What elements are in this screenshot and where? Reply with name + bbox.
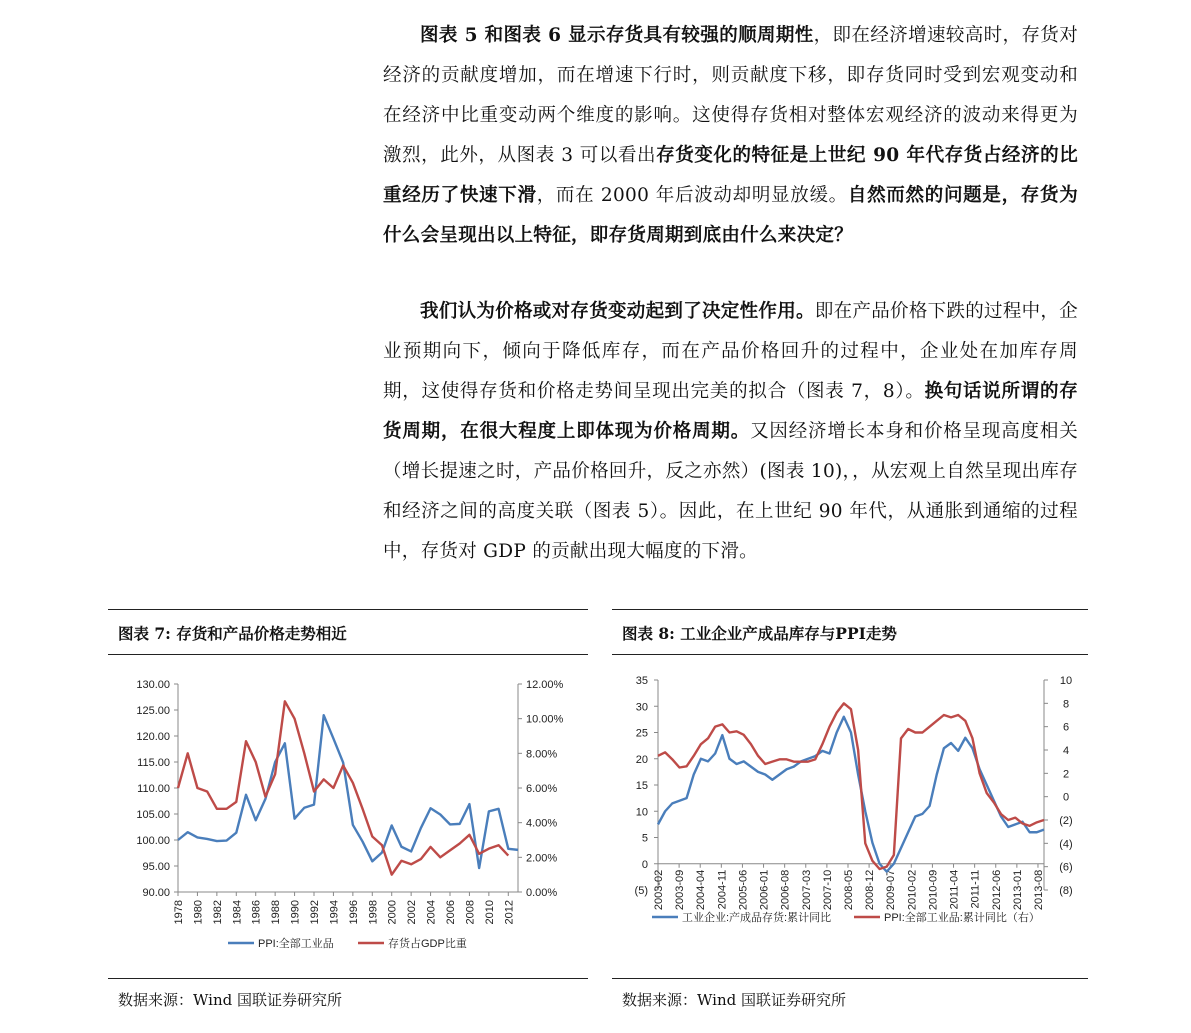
- x-tick-label: 2003-02: [653, 869, 665, 911]
- left-tick-label: 35: [635, 675, 648, 687]
- figure-7-title: 图表 7: 存货和产品价格走势相近: [118, 624, 347, 643]
- paragraph-2-text-2: 又因经济增长本身和价格呈现高度相关（增长提速之时，产品价格回升，反之亦然）(图表 10)，，从宏观上自然呈现出库存和经济之间的高度关联（图表 5）。因此，在上世纪 90 年代，从通胀到通缩的过程中，存货对 GDP 的贡献出现大幅度的下滑。: [383, 421, 1078, 562]
- x-tick-label: 2008-12: [864, 869, 877, 911]
- paragraph-2-text-1: 即在产品价格下跌的过程中，企业预期向下，倾向于降低库存，而在产品价格回升的过程中，企业处在加库存周期，这使得存货和价格走势间呈现出完美的拟合（图表 7，8）。: [383, 301, 1079, 402]
- left-tick-label: 20: [635, 753, 648, 766]
- right-tick-label: 12.00%: [526, 679, 564, 691]
- x-tick-label: 2008-05: [842, 869, 855, 911]
- paragraph-1: [383, 16, 1078, 256]
- left-tick-label: 10: [635, 806, 648, 819]
- left-tick-label: 25: [635, 727, 648, 740]
- x-tick-label: 2004-11: [716, 869, 729, 910]
- x-tick-label: 2005-06: [737, 869, 750, 911]
- left-tick-label: 95.00: [142, 861, 170, 873]
- x-tick-label: 1984: [231, 900, 244, 925]
- right-tick-label: (4): [1059, 838, 1073, 851]
- paragraph-2-bold-1: 我们认为价格或对存货变动起到了决定性作用。: [420, 301, 815, 322]
- x-tick-label: 2010-09: [927, 869, 940, 911]
- x-tick-label: 1998: [367, 900, 380, 925]
- x-tick-label: 1988: [270, 900, 283, 925]
- right-tick-label: 0.00%: [526, 887, 558, 899]
- left-tick-label: 5: [641, 832, 648, 845]
- paragraph-1-bold-1: 图表 5 和图表 6 显示存货具有较强的顺周期性: [420, 25, 814, 46]
- paragraph-2-bold-2: 换句话说所谓的存货周期，在很大程度上即体现为价格周期。: [383, 381, 1078, 442]
- x-tick-label: 2004-04: [695, 869, 708, 911]
- right-tick-label: 0: [1062, 791, 1070, 804]
- figure-8-top-rule: [612, 609, 1088, 610]
- x-tick-label: 1994: [328, 900, 341, 925]
- figure-8-chart: [612, 660, 1088, 970]
- right-tick-label: 4.00%: [526, 817, 558, 830]
- x-tick-label: 2007-03: [800, 869, 813, 911]
- left-tick-label: 105.00: [136, 809, 170, 821]
- x-tick-label: 2000: [386, 900, 399, 925]
- figure-7-bottom-rule: [108, 978, 588, 979]
- right-tick-label: 10: [1059, 675, 1073, 687]
- inventory-gdp-ratio-line: [178, 701, 508, 874]
- legend-label-inventory: 工业企业:产成品存货:累计同比: [682, 912, 832, 924]
- legend-label-ppi: PPI:全部工业品:累计同比（右）: [884, 912, 1040, 924]
- right-tick-label: 2: [1062, 768, 1070, 781]
- left-tick-label: 15: [635, 780, 648, 792]
- left-tick-label: 115.00: [137, 757, 170, 769]
- x-tick-label: 1986: [250, 900, 263, 925]
- x-tick-label: 2007-10: [821, 869, 834, 911]
- figure-8-title-rule: [612, 654, 1088, 655]
- x-tick-label: 1980: [192, 900, 205, 925]
- left-tick-label: 0: [641, 858, 648, 871]
- figure-7-source: 数据来源：Wind 国联证券研究所: [118, 991, 342, 1009]
- left-tick-label: 110.00: [137, 783, 170, 795]
- x-tick-label: 2011-11: [969, 869, 982, 909]
- x-tick-label: 1992: [309, 900, 321, 925]
- x-tick-label: 2012: [503, 900, 516, 925]
- figure-8-title: 图表 8: 工业企业产成品库存与PPI走势: [622, 624, 897, 643]
- x-tick-label: 2004: [425, 900, 438, 925]
- right-tick-label: 6.00%: [526, 783, 558, 795]
- left-tick-label: 30: [635, 701, 648, 714]
- ppi-line: [178, 715, 518, 868]
- x-tick-label: 2006-01: [758, 869, 771, 911]
- figure-7-title-rule: [108, 654, 588, 655]
- paragraph-1-bold-2: 存货变化的特征是上世纪 90 年代存货占经济的比重经历了快速下滑: [383, 145, 1078, 206]
- figure-8-bottom-rule: [612, 978, 1088, 979]
- x-tick-label: 2013-01: [1011, 869, 1024, 911]
- x-tick-label: 2013-08: [1032, 869, 1045, 911]
- right-tick-label: (8): [1059, 885, 1073, 897]
- left-tick-label: 125.00: [136, 705, 170, 717]
- right-tick-label: 8.00%: [526, 748, 558, 761]
- x-tick-label: 1982: [211, 900, 224, 925]
- x-tick-label: 2009-07: [885, 869, 898, 911]
- x-tick-label: 1978: [173, 900, 185, 925]
- paragraph-1-text-2: ，而在 2000 年后波动却明显放缓。: [536, 185, 848, 206]
- x-tick-label: 2011-04: [948, 869, 961, 910]
- x-tick-label: 2010: [483, 900, 496, 925]
- x-tick-label: 2003-09: [674, 869, 687, 911]
- paragraph-1-bold-3: 自然而然的问题是，存货为什么会呈现出以上特征，即存货周期到底由什么来决定？: [383, 185, 1079, 246]
- right-tick-label: 4: [1062, 745, 1070, 757]
- x-tick-label: 2008: [464, 900, 477, 925]
- right-tick-label: (2): [1059, 815, 1073, 827]
- paragraph-1-text-1: ，即在经济增速较高时，存货对经济的贡献度增加，而在增速下行时，则贡献度下移，即存货同时受到宏观变动和在经济中比重变动两个维度的影响。这使得存货相对整体宏观经济的波动来得更为激烈，此外，从图表 3 可以看出: [383, 25, 1079, 166]
- figure-7-top-rule: [108, 609, 588, 610]
- legend-label-ppi: PPI:全部工业品: [258, 938, 334, 950]
- right-tick-label: 6: [1062, 721, 1070, 734]
- x-tick-label: 2010-02: [906, 869, 919, 911]
- left-tick-label: 90.00: [142, 887, 170, 899]
- x-tick-label: 1996: [347, 900, 360, 925]
- x-tick-label: 2006: [445, 900, 457, 925]
- right-tick-label: 10.00%: [526, 713, 564, 726]
- x-tick-label: 2002: [406, 900, 419, 925]
- left-tick-label: 120.00: [136, 731, 170, 743]
- x-tick-label: 2006-08: [779, 869, 792, 911]
- x-tick-label: 2012-06: [990, 869, 1003, 911]
- x-tick-label: 1990: [289, 900, 302, 925]
- figure-7-chart: [108, 660, 588, 970]
- right-tick-label: 2.00%: [526, 852, 558, 865]
- right-tick-label: 8: [1062, 698, 1070, 711]
- left-tick-label: 100.00: [136, 835, 170, 847]
- left-tick-label: (5): [634, 885, 648, 897]
- left-tick-label: 130.00: [136, 679, 170, 691]
- right-tick-label: (6): [1059, 861, 1073, 874]
- paragraph-2: [383, 292, 1078, 572]
- legend-label-inventory: 存货占GDP比重: [388, 938, 467, 950]
- figure-8-source: 数据来源：Wind 国联证券研究所: [622, 991, 846, 1009]
